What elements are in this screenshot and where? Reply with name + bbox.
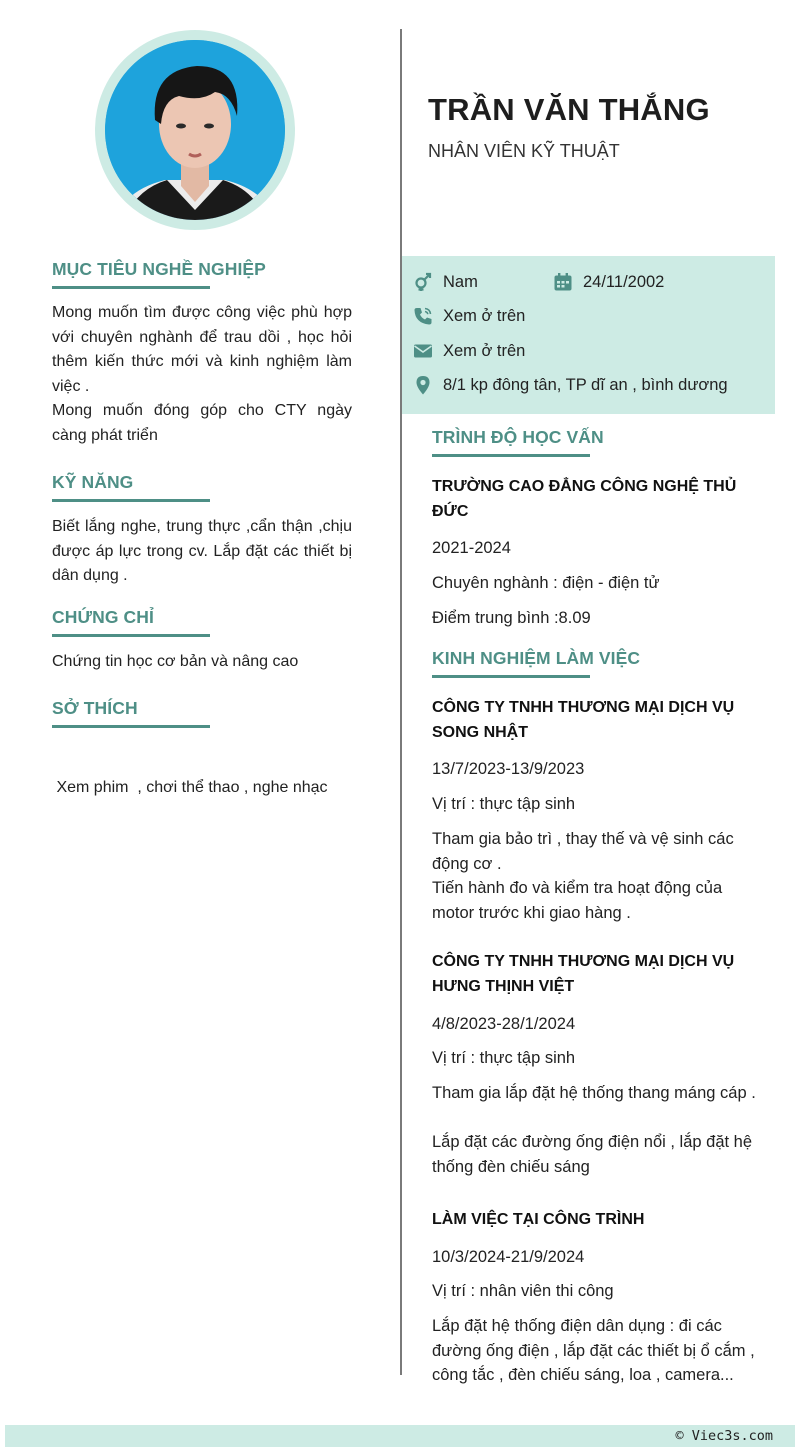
section-title: KINH NGHIỆM LÀM VIỆC [432,648,641,668]
hobbies-section [52,698,352,728]
column-divider [400,29,402,1375]
job-period: 4/8/2023-28/1/2024 [432,1015,576,1033]
section-underline [432,675,590,678]
job-title: NHÂN VIÊN KỸ THUẬT [428,141,620,161]
job-period: 10/3/2024-21/9/2024 [432,1248,585,1266]
skills-paragraph: Biết lắng nghe, trung thực ,cẩn thận ,chịu được áp lực trong cv. Lắp đặt các thiết bị dân dụng . [52,518,352,584]
contact-birthdate [553,272,664,292]
calendar-icon [553,272,573,292]
address-value: 8/1 kp đông tân, TP dĩ an , bình dương [443,375,728,394]
section-title: TRÌNH ĐỘ HỌC VẤN [432,427,604,447]
contact-box [402,256,775,414]
job-position: Vị trí : thực tập sinh [432,795,576,813]
contact-email [413,341,525,361]
contact-address [413,375,728,395]
map-pin-icon [413,375,433,395]
company-name: CÔNG TY TNHH THƯƠNG MẠI DỊCH VỤ SONG NHẬT [432,699,735,741]
job-description: Tiến hành đo và kiểm tra hoạt động của motor trước khi giao hàng . [432,879,723,922]
hobbies-paragraph: Xem phim , chơi thể thao , nghe nhạc [52,779,328,796]
objective-text [52,301,352,448]
objective-paragraph: Mong muốn tìm được công việc phù hợp với chuyên nghành để trau dồi , học hỏi thêm kiến thức mới và kinh nghiệm làm việc . [52,304,352,395]
school-name: TRƯỜNG CAO ĐẲNG CÔNG NGHỆ THỦ ĐỨC [432,478,737,520]
certificates-section [52,607,352,637]
section-underline [52,499,210,502]
contact-gender [413,272,478,292]
company-name: CÔNG TY TNHH THƯƠNG MẠI DỊCH VỤ HƯNG THỊNH VIỆT [432,953,735,995]
section-title: MỤC TIÊU NGHỀ NGHIỆP [52,259,266,279]
candidate-name: TRẦN VĂN THẮNG [428,92,710,127]
contact-phone [413,306,525,326]
copyright-text: © Viec3s.com [675,1428,773,1444]
envelope-icon [413,341,433,361]
phone-icon [413,306,433,326]
gender-icon [413,272,433,292]
birthdate-value: 24/11/2002 [583,272,665,291]
objective-paragraph: Mong muốn đóng góp cho CTY ngày càng phát triển [52,402,352,444]
job-period: 13/7/2023-13/9/2023 [432,760,585,778]
phone-value: Xem ở trên [443,306,526,325]
company-name: LÀM VIỆC TẠI CÔNG TRÌNH [432,1211,645,1228]
education-section [432,427,762,457]
experience-section [432,648,762,678]
section-underline [52,634,210,637]
hobbies-text [52,740,352,819]
objective-section [52,259,352,289]
job-position: Vị trí : nhân viên thi công [432,1282,614,1300]
avatar [95,30,295,230]
section-title: KỸ NĂNG [52,472,134,492]
section-title: SỞ THÍCH [52,698,138,718]
skills-section [52,472,352,502]
section-underline [52,725,210,728]
gender-value: Nam [443,272,478,291]
job-description: Lắp đặt hệ thống điện dân dụng : đi các đường ống điện , lắp đặt các thiết bị ổ cắm , công tắc , đèn chiếu sáng, loa , camera... [432,1317,755,1384]
job-position: Vị trí : thực tập sinh [432,1049,576,1067]
section-title: CHỨNG CHỈ [52,607,154,627]
job-description: Lắp đặt các đường ống điện nổi , lắp đặt hệ thống đèn chiếu sáng [432,1133,753,1176]
certificates-paragraph: Chứng tin học cơ bản và nâng cao [52,653,299,670]
education-period: 2021-2024 [432,539,511,557]
job-description: Tham gia lắp đặt hệ thống thang máng cáp . [432,1084,756,1102]
job-description: Tham gia bảo trì , thay thế và vệ sinh các động cơ . [432,830,734,873]
section-underline [52,286,210,289]
profile-photo [105,40,285,220]
skills-text [52,515,352,589]
section-underline [432,454,590,457]
certificates-text [52,650,352,675]
education-gpa: Điểm trung bình :8.09 [432,609,591,627]
footer-bar [5,1425,795,1447]
email-value: Xem ở trên [443,341,526,360]
education-major: Chuyên nghành : điện - điện tử [432,574,660,592]
